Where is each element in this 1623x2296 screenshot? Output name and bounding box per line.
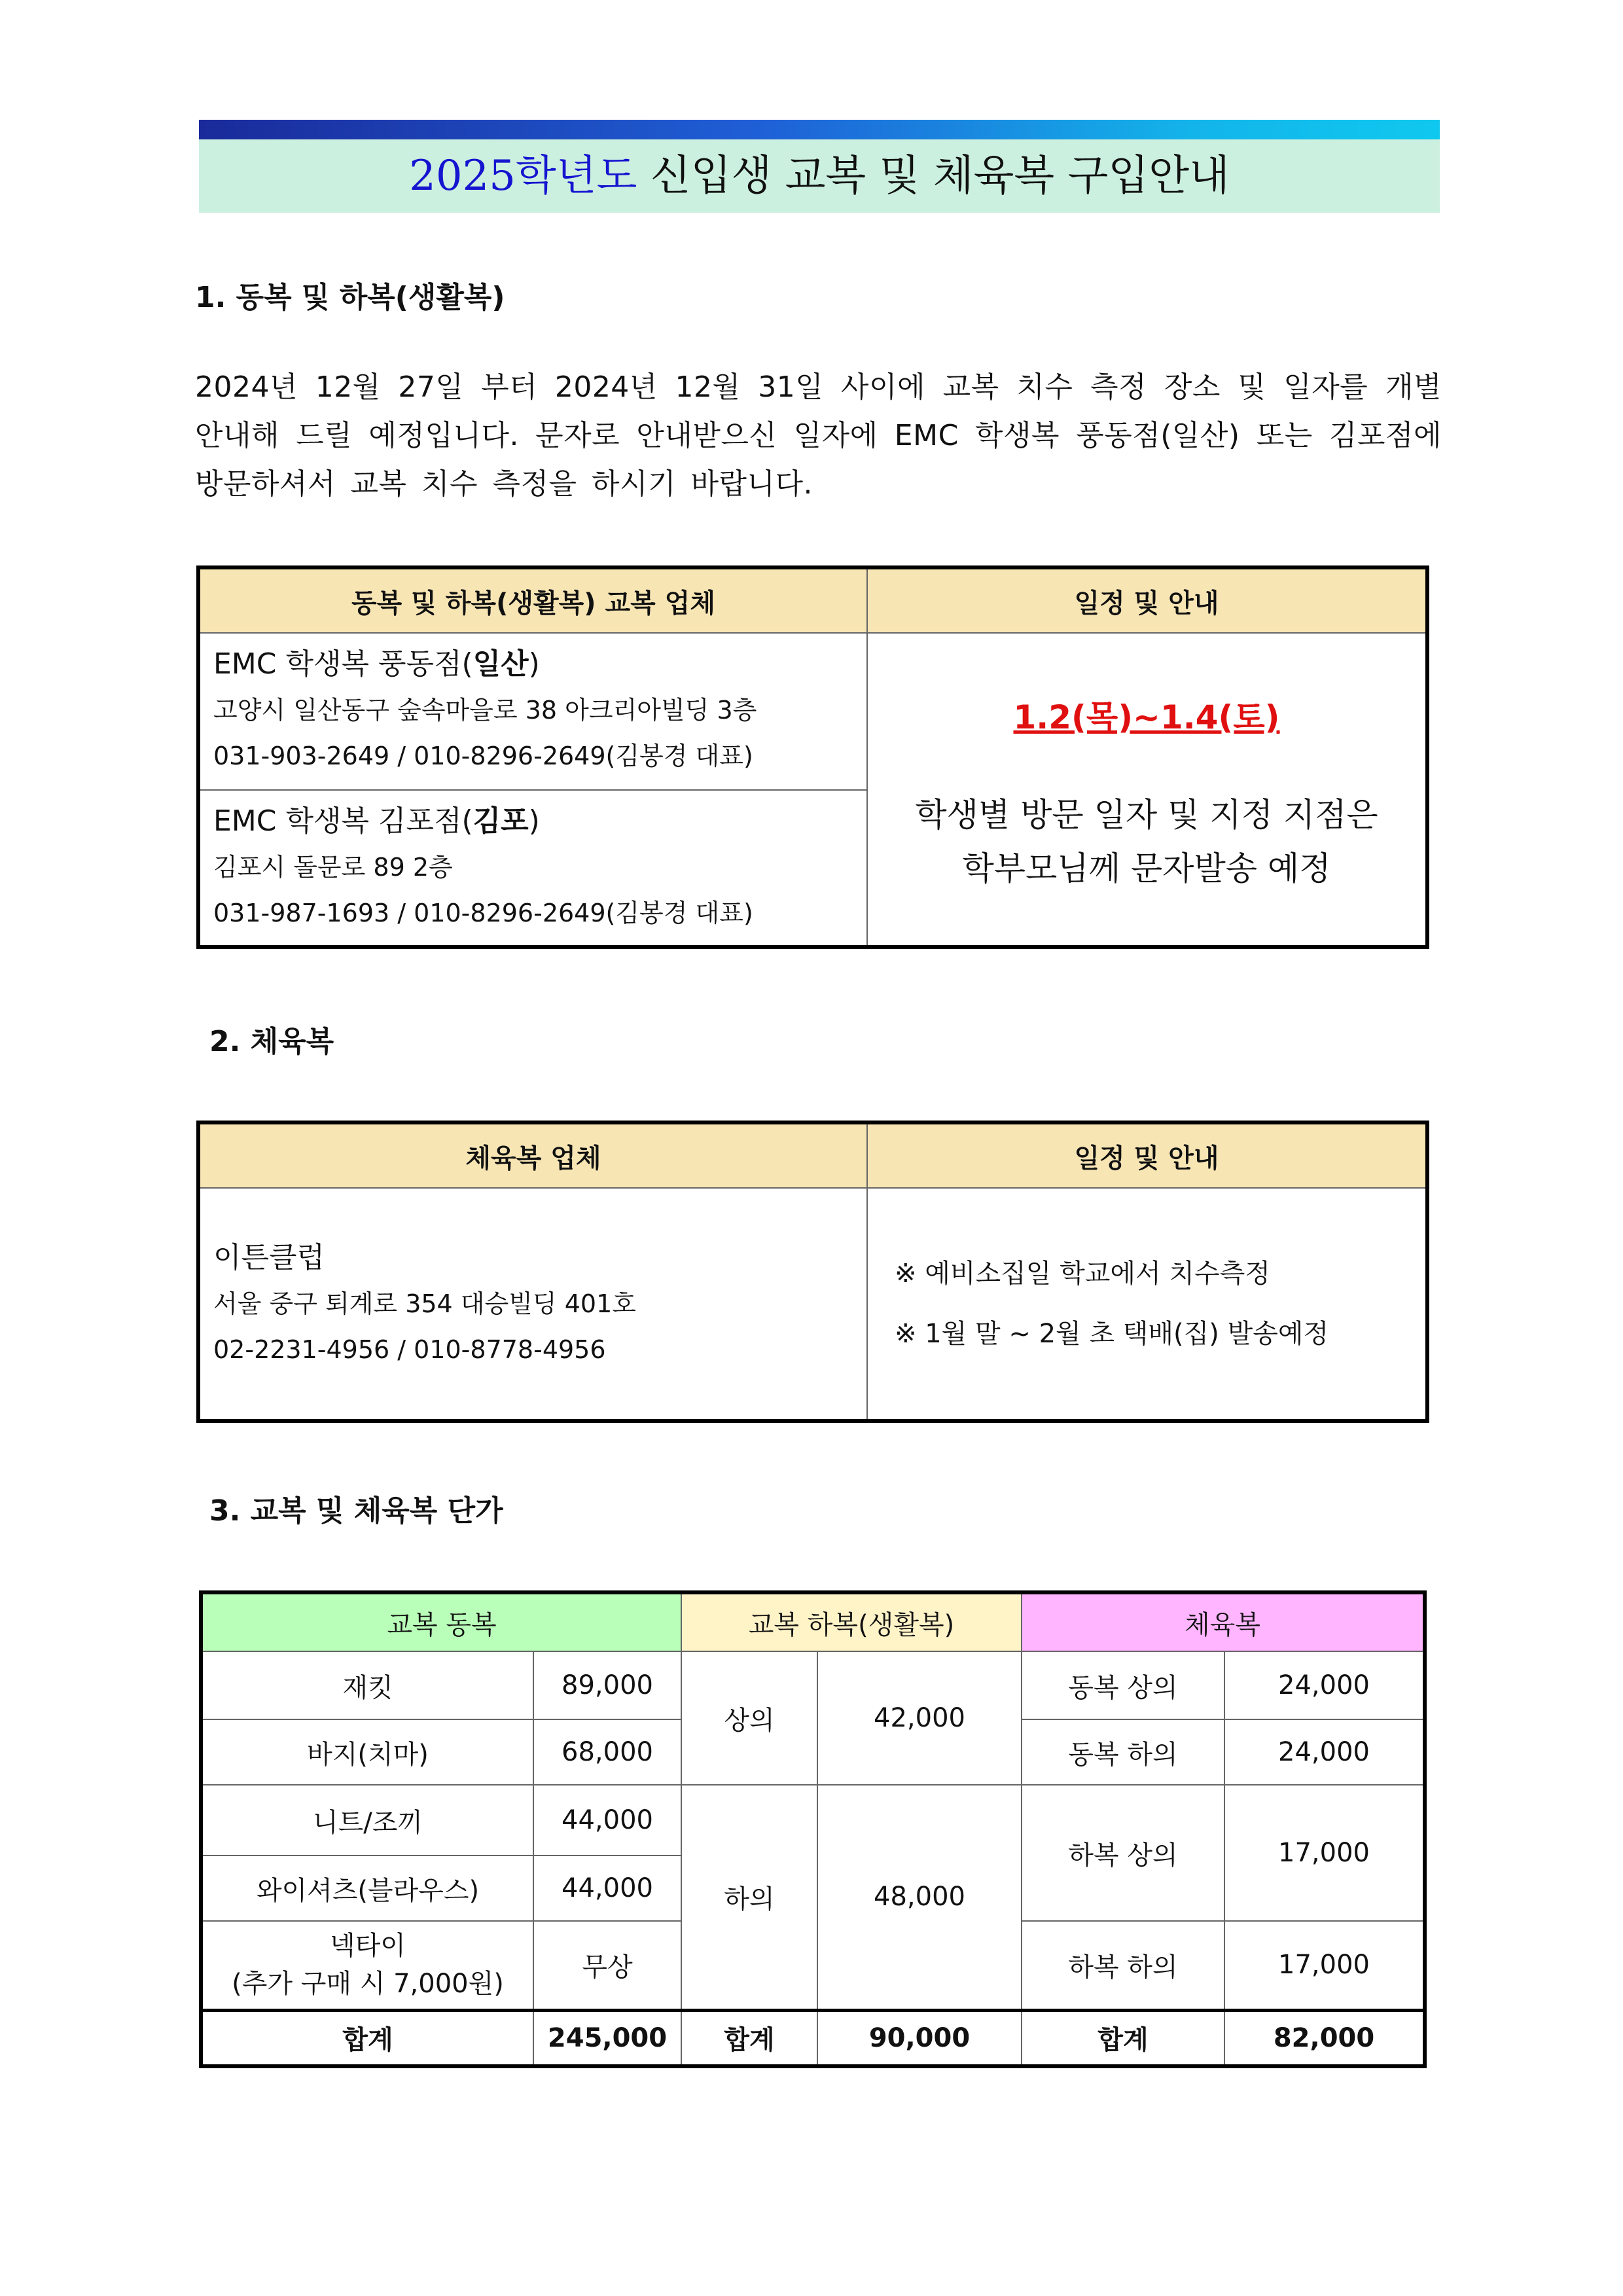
- pe-price: 17,000: [1224, 1785, 1425, 1921]
- total-label: 합계: [201, 2010, 533, 2066]
- title-text: 신입생 교복 및 체육복 구입안내: [650, 152, 1230, 200]
- pe-note-1: ※ 예비소집일 학교에서 치수측정: [895, 1259, 1270, 1289]
- vendor-address: 김포시 돌문로 89 2층: [213, 853, 453, 882]
- page-title: [199, 139, 1440, 213]
- winter-price: 44,000: [533, 1785, 681, 1856]
- schedule-note-1: 학생별 방문 일자 및 지정 지점은: [915, 796, 1378, 834]
- pe-item: 동복 상의: [1022, 1651, 1224, 1719]
- schedule-cell: [867, 633, 1427, 947]
- section1-paragraph: 2024년 12월 27일 부터 2024년 12월 31일 사이에 교복 치수 측정 장소 및 일자를 개별 안내해 드릴 예정입니다. 문자로 안내받으신 일자에 EMC 학생복 풍동점(일산) 또는 김포점에 방문하셔서 교복 치수 측정을 하시기 바랍니다.: [195, 370, 1442, 501]
- winter-item: 와이셔츠(블라우스): [201, 1856, 533, 1921]
- vendor-address: 고양시 일산동구 숲속마을로 38 아크리아빌딩 3층: [213, 696, 757, 725]
- total-label: 합계: [681, 2010, 817, 2066]
- header-summer: 교복 하복(생활복): [681, 1592, 1022, 1651]
- price-table: [199, 1590, 1427, 2068]
- pe-item: 하복 하의: [1022, 1921, 1224, 2010]
- vendor-name: [213, 641, 853, 687]
- col-header-schedule: 일정 및 안내: [867, 1122, 1427, 1188]
- vendor-name-suffix: ): [528, 804, 540, 838]
- schedule-cell: [867, 1188, 1427, 1421]
- total-winter: 245,000: [533, 2010, 681, 2066]
- col-header-vendor: 동복 및 하복(생활복) 교복 업체: [198, 567, 867, 633]
- vendor-name-prefix: EMC 학생복 풍동점(: [213, 647, 473, 681]
- pe-vendor-table: [196, 1121, 1429, 1423]
- summer-item: 상의: [681, 1651, 817, 1785]
- pe-price: 24,000: [1224, 1719, 1425, 1785]
- vendor-cell-ilsan: [198, 633, 867, 790]
- col-header-schedule: 일정 및 안내: [867, 567, 1427, 633]
- vendor-name: 이튼클럽: [213, 1241, 325, 1274]
- vendor-address: 서울 중구 퇴계로 354 대승빌딩 401호: [213, 1289, 636, 1318]
- winter-item-necktie: [201, 1921, 533, 2010]
- pe-item: 동복 하의: [1022, 1719, 1224, 1785]
- title-gradient-bar: [199, 120, 1440, 139]
- measurement-date: 1.2(목)~1.4(토): [1013, 698, 1280, 736]
- total-summer: 90,000: [817, 2010, 1022, 2066]
- necktie-note: (추가 구매 시 7,000원): [232, 1969, 504, 2000]
- section2-heading: 2. 체육복: [209, 1025, 334, 1058]
- vendor-phone: 031-987-1693 / 010-8296-2649(김봉경 대표): [213, 899, 753, 927]
- vendor-cell-gimpo: [198, 790, 867, 947]
- section1-heading: 1. 동복 및 하복(생활복): [195, 281, 505, 314]
- summer-price: 42,000: [817, 1651, 1022, 1785]
- summer-price: 48,000: [817, 1785, 1022, 2010]
- vendor-name-suffix: ): [528, 647, 540, 681]
- winter-price: 무상: [533, 1921, 681, 2010]
- winter-price: 44,000: [533, 1856, 681, 1921]
- section3-heading: 3. 교복 및 체육복 단가: [209, 1494, 503, 1528]
- vendor-cell-eton: [198, 1188, 867, 1421]
- vendor-branch: 일산: [473, 647, 529, 681]
- summer-item: 하의: [681, 1785, 817, 2010]
- vendor-phone: 02-2231-4956 / 010-8778-4956: [213, 1335, 606, 1364]
- vendor-name: [213, 798, 853, 844]
- winter-item: 바지(치마): [201, 1719, 533, 1785]
- title-year: 2025학년도: [409, 152, 637, 200]
- winter-price: 68,000: [533, 1719, 681, 1785]
- pe-price: 17,000: [1224, 1921, 1425, 2010]
- pe-item: 하복 상의: [1022, 1785, 1224, 1921]
- uniform-vendor-table: [196, 565, 1429, 949]
- pe-note-2: ※ 1월 말 ~ 2월 초 택배(집) 발송예정: [895, 1319, 1329, 1349]
- col-header-vendor: 체육복 업체: [198, 1122, 867, 1188]
- vendor-phone: 031-903-2649 / 010-8296-2649(김봉경 대표): [213, 742, 753, 770]
- total-pe: 82,000: [1224, 2010, 1425, 2066]
- winter-price: 89,000: [533, 1651, 681, 1719]
- header-pe: 체육복: [1022, 1592, 1425, 1651]
- pe-price: 24,000: [1224, 1651, 1425, 1719]
- total-label: 합계: [1022, 2010, 1224, 2066]
- vendor-branch: 김포: [473, 804, 529, 838]
- schedule-note-2: 학부모님께 문자발송 예정: [962, 850, 1331, 888]
- winter-item: 니트/조끼: [201, 1785, 533, 1856]
- winter-item: 재킷: [201, 1651, 533, 1719]
- necktie-label: 넥타이: [330, 1931, 406, 1962]
- header-winter: 교복 동복: [201, 1592, 681, 1651]
- vendor-name-prefix: EMC 학생복 김포점(: [213, 804, 473, 838]
